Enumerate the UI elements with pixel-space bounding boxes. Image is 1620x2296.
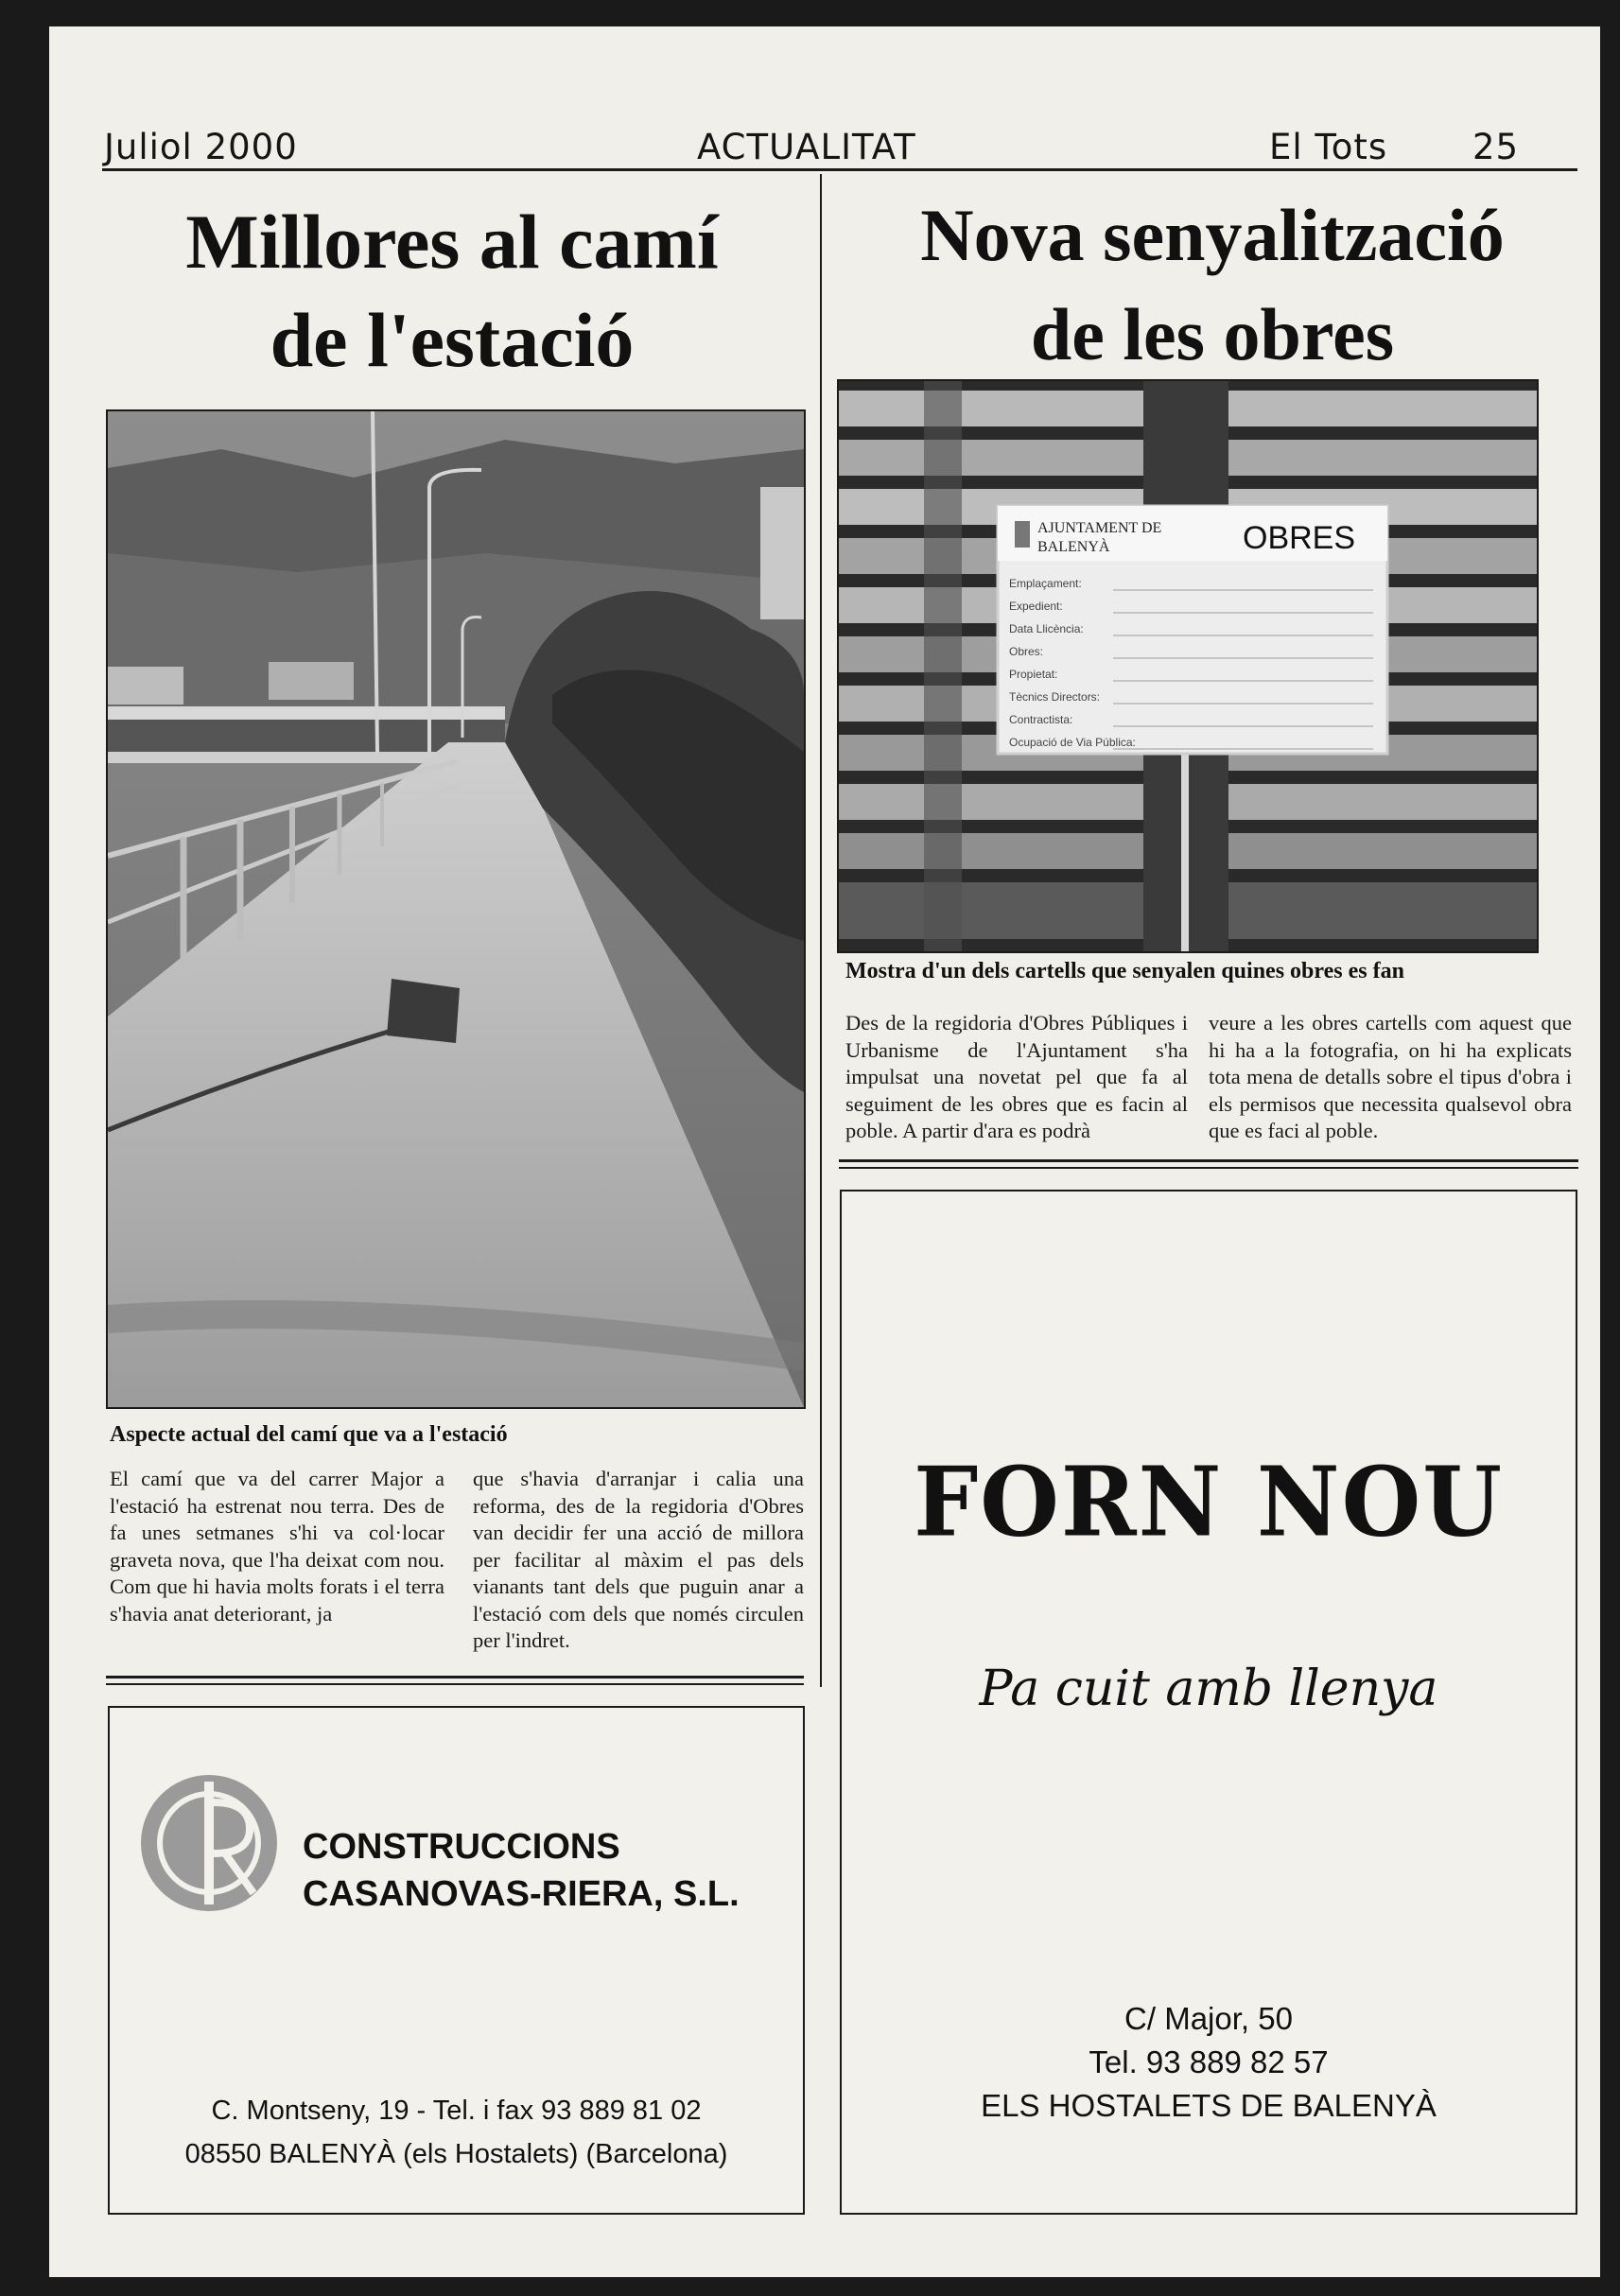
right-article-rule-2 xyxy=(839,1167,1578,1169)
cr-logo-icon xyxy=(138,1772,280,1914)
issue-date: Juliol 2000 xyxy=(104,127,298,167)
magazine-page xyxy=(49,26,1600,2277)
forn-nou-name: FORN NOU xyxy=(914,1446,1504,1558)
left-article-title-line2: de l'estació xyxy=(270,297,635,383)
section-name: ACTUALITAT xyxy=(697,127,916,167)
sign-field-label: Emplaçament: xyxy=(1009,577,1082,590)
ad-top-rule-2 xyxy=(106,1683,804,1685)
left-article-column-2: que s'havia d'arranjar i calia una reforma, des de la regidoria d'Obres van decidir fer una acció de millora per facilitar al màxim el pas dels vianants tant dels que puguin anar a l'estació com dels que només circulen per l'indret. xyxy=(473,1467,804,1652)
station-path-photo xyxy=(106,409,806,1409)
construccions-address-line2: 08550 BALENYÀ (els Hostalets) (Barcelona) xyxy=(184,2139,728,2169)
construccions-address-line1: C. Montseny, 19 - Tel. i fax 93 889 81 02 xyxy=(211,2096,702,2126)
ad-forn-nou xyxy=(840,1190,1577,2215)
sign-issuer-line1: AJUNTAMENT DE xyxy=(1037,520,1162,536)
ad-top-rule-1 xyxy=(106,1676,804,1679)
right-article-rule-1 xyxy=(839,1159,1578,1162)
forn-nou-town: ELS HOSTALETS DE BALENYÀ xyxy=(981,2088,1437,2123)
sign-field-label: Obres: xyxy=(1009,645,1044,658)
right-article-title-line2: de les obres xyxy=(1030,293,1395,375)
left-photo-caption: Aspecte actual del camí que va a l'estació xyxy=(110,1422,508,1447)
sign-field-label: Propietat: xyxy=(1009,668,1058,681)
column-divider xyxy=(820,174,822,1687)
left-article-title-line1: Millores al camí xyxy=(185,199,719,285)
sign-issuer-line2: BALENYÀ xyxy=(1037,539,1110,555)
forn-nou-phone: Tel. 93 889 82 57 xyxy=(1089,2044,1329,2079)
publication-name: El Tots xyxy=(1269,127,1388,167)
right-article-column-2: veure a les obres cartells com aquest que hi ha a la fotografia, on hi ha explicats tota mena de detalls sobre el tipus d'obra i els permisos que necessita qualsevol obra que es faci al poble. xyxy=(1209,1011,1572,1142)
works-sign-illustration xyxy=(839,381,1537,951)
sign-heading: OBRES xyxy=(1243,520,1356,556)
forn-nou-slogan: Pa cuit amb llenya xyxy=(979,1661,1438,1717)
station-path-illustration xyxy=(108,411,804,1407)
sign-field-label: Expedient: xyxy=(1009,600,1063,613)
right-photo-caption: Mostra d'un dels cartells que senyalen quines obres es fan xyxy=(845,959,1404,983)
works-sign-photo xyxy=(837,379,1539,953)
construccions-name-line1: CONSTRUCCIONS xyxy=(303,1827,620,1867)
sign-field-label: Ocupació de Via Pública: xyxy=(1009,736,1136,749)
forn-nou-address: C/ Major, 50 xyxy=(1124,2001,1293,2036)
sign-field-label: Data Llicència: xyxy=(1009,622,1084,635)
right-article-column-1: Des de la regidoria d'Obres Públiques i Urbanisme de l'Ajuntament s'ha impulsat una novetat pel que fa al seguiment de les obres que es facin al poble. A partir d'ara es podrà xyxy=(845,1011,1188,1142)
sign-field-label: Contractista: xyxy=(1009,713,1073,726)
right-article-title-line1: Nova senyalització xyxy=(920,194,1505,276)
page-number: 25 xyxy=(1472,127,1520,167)
header-rule xyxy=(102,168,1577,171)
ad-construccions-casanovas-riera xyxy=(108,1706,805,2215)
left-article-column-1: El camí que va del carrer Major a l'estació ha estrenat nou terra. Des de fa unes setmanes s'hi va col·locar graveta nova, que l'ha deixat com nou. Com que hi havia molts forats i el terra s'havia anat deteriorant, ja xyxy=(110,1467,444,1626)
sign-field-label: Tècnics Directors: xyxy=(1009,690,1101,704)
construccions-name-line2: CASANOVAS-RIERA, S.L. xyxy=(303,1874,740,1914)
